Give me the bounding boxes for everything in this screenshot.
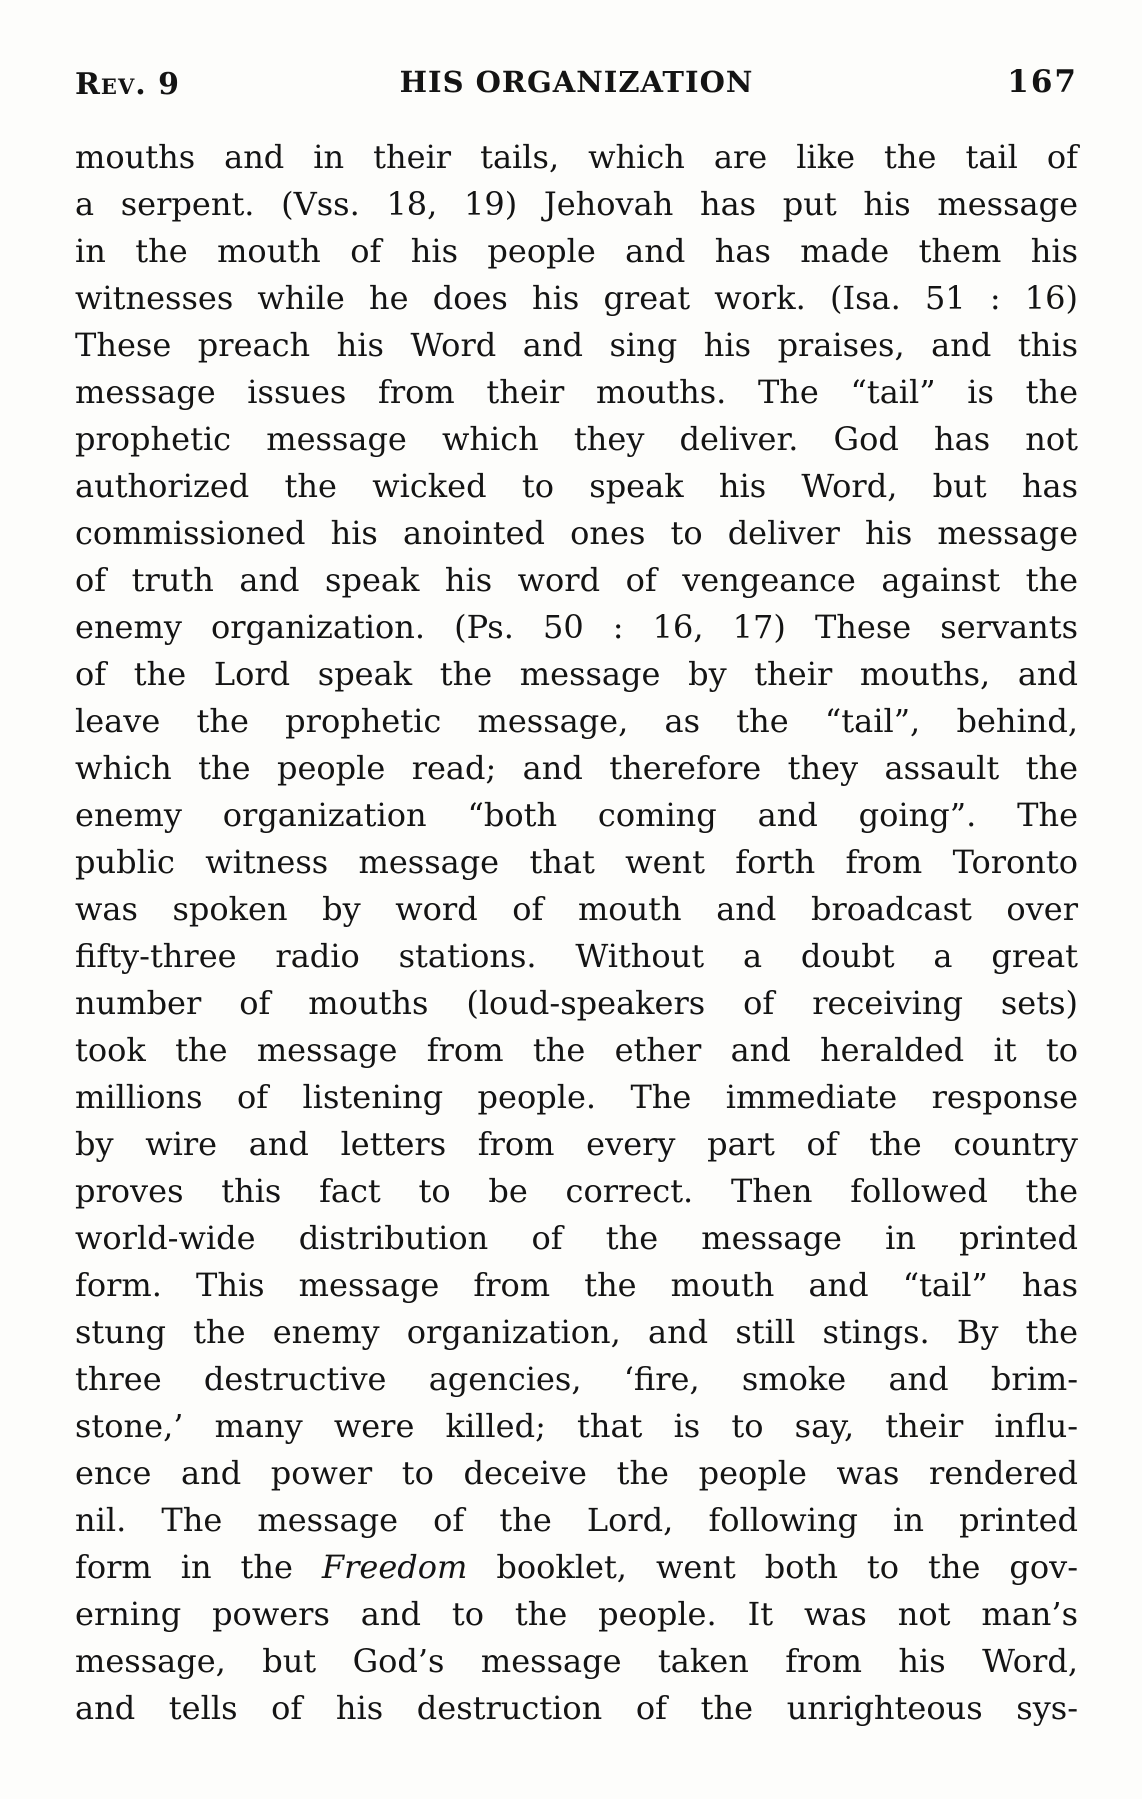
text-line xyxy=(75,134,1078,181)
text-segment: witnesses while he does his great work. (Isa. 51 : 16) xyxy=(75,279,1078,317)
text-segment: proves this fact to be correct. Then followed the xyxy=(75,1172,1078,1210)
text-segment: prophetic message which they deliver. God has not xyxy=(75,420,1078,458)
text-segment: millions of listening people. The immediate response xyxy=(75,1078,1078,1116)
text-segment: fifty-three radio stations. Without a doubt a great xyxy=(75,937,1078,975)
text-segment: three destructive agencies, ‘fire, smoke and brim- xyxy=(75,1360,1078,1398)
text-segment: message, but God’s message taken from his Word, xyxy=(75,1642,1078,1680)
text-line xyxy=(75,1403,1078,1450)
page-body xyxy=(75,134,1078,1732)
text-line xyxy=(75,651,1078,698)
text-line xyxy=(75,1544,1078,1591)
text-segment: authorized the wicked to speak his Word, but has xyxy=(75,467,1078,505)
text-line xyxy=(75,745,1078,792)
text-line xyxy=(75,1074,1078,1121)
text-line xyxy=(75,416,1078,463)
text-line xyxy=(75,1309,1078,1356)
text-segment: erning powers and to the people. It was not man’s xyxy=(75,1595,1078,1633)
text-segment: of truth and speak his word of vengeance against the xyxy=(75,561,1078,599)
text-line xyxy=(75,1638,1078,1685)
text-line xyxy=(75,275,1078,322)
page-number: 167 xyxy=(1007,64,1078,100)
text-line xyxy=(75,1215,1078,1262)
text-segment: form. This message from the mouth and “tail” has xyxy=(75,1266,1078,1304)
text-line xyxy=(75,322,1078,369)
text-segment: which the people read; and therefore they assault the xyxy=(75,749,1078,787)
text-segment: stung the enemy organization, and still stings. By the xyxy=(75,1313,1078,1351)
text-line xyxy=(75,510,1078,557)
text-segment: ence and power to deceive the people was rendered xyxy=(75,1454,1078,1492)
text-segment: booklet, went both to the gov- xyxy=(467,1548,1079,1586)
text-segment: leave the prophetic message, as the “tail”, behind, xyxy=(75,702,1078,740)
text-segment: enemy organization. (Ps. 50 : 16, 17) These servants xyxy=(75,608,1078,646)
text-line xyxy=(75,557,1078,604)
text-segment: These preach his Word and sing his praises, and this xyxy=(75,326,1078,364)
text-line xyxy=(75,369,1078,416)
text-line xyxy=(75,463,1078,510)
text-line xyxy=(75,698,1078,745)
text-segment: in the mouth of his people and has made them his xyxy=(75,232,1078,270)
text-segment: took the message from the ether and heralded it to xyxy=(75,1031,1078,1069)
text-segment: public witness message that went forth from Toronto xyxy=(75,843,1078,881)
text-line xyxy=(75,1497,1078,1544)
text-line xyxy=(75,792,1078,839)
text-line xyxy=(75,181,1078,228)
running-head-chapter-ref: Rev. 9 xyxy=(75,67,180,102)
text-segment: was spoken by word of mouth and broadcast over xyxy=(75,890,1078,928)
text-segment: by wire and letters from every part of the country xyxy=(75,1125,1078,1163)
text-line xyxy=(75,839,1078,886)
text-segment: commissioned his anointed ones to deliver his message xyxy=(75,514,1078,552)
text-segment: mouths and in their tails, which are like the tail of xyxy=(75,138,1078,176)
running-head-title: HIS ORGANIZATION xyxy=(399,65,754,99)
text-line xyxy=(75,933,1078,980)
text-line xyxy=(75,886,1078,933)
text-line xyxy=(75,1591,1078,1638)
text-line xyxy=(75,980,1078,1027)
text-line xyxy=(75,1027,1078,1074)
text-segment: a serpent. (Vss. 18, 19) Jehovah has put his message xyxy=(75,185,1078,223)
text-segment: form in the xyxy=(75,1548,322,1586)
running-head xyxy=(75,64,1078,104)
text-line xyxy=(75,1356,1078,1403)
text-segment: and tells of his destruction of the unrighteous sys- xyxy=(75,1689,1078,1727)
text-line xyxy=(75,1262,1078,1309)
text-segment: number of mouths (loud-speakers of receiving sets) xyxy=(75,984,1078,1022)
text-segment: of the Lord speak the message by their mouths, and xyxy=(75,655,1078,693)
text-line xyxy=(75,1450,1078,1497)
text-line xyxy=(75,228,1078,275)
text-segment: world-wide distribution of the message in printed xyxy=(75,1219,1078,1257)
text-segment: message issues from their mouths. The “tail” is the xyxy=(75,373,1078,411)
text-line xyxy=(75,604,1078,651)
text-segment: stone,’ many were killed; that is to say, their influ- xyxy=(75,1407,1078,1445)
text-line xyxy=(75,1168,1078,1215)
text-segment: nil. The message of the Lord, following in printed xyxy=(75,1501,1078,1539)
text-line xyxy=(75,1685,1078,1732)
italic-text-segment: Freedom xyxy=(321,1548,468,1586)
text-segment: enemy organization “both coming and going”. The xyxy=(75,796,1078,834)
text-line xyxy=(75,1121,1078,1168)
